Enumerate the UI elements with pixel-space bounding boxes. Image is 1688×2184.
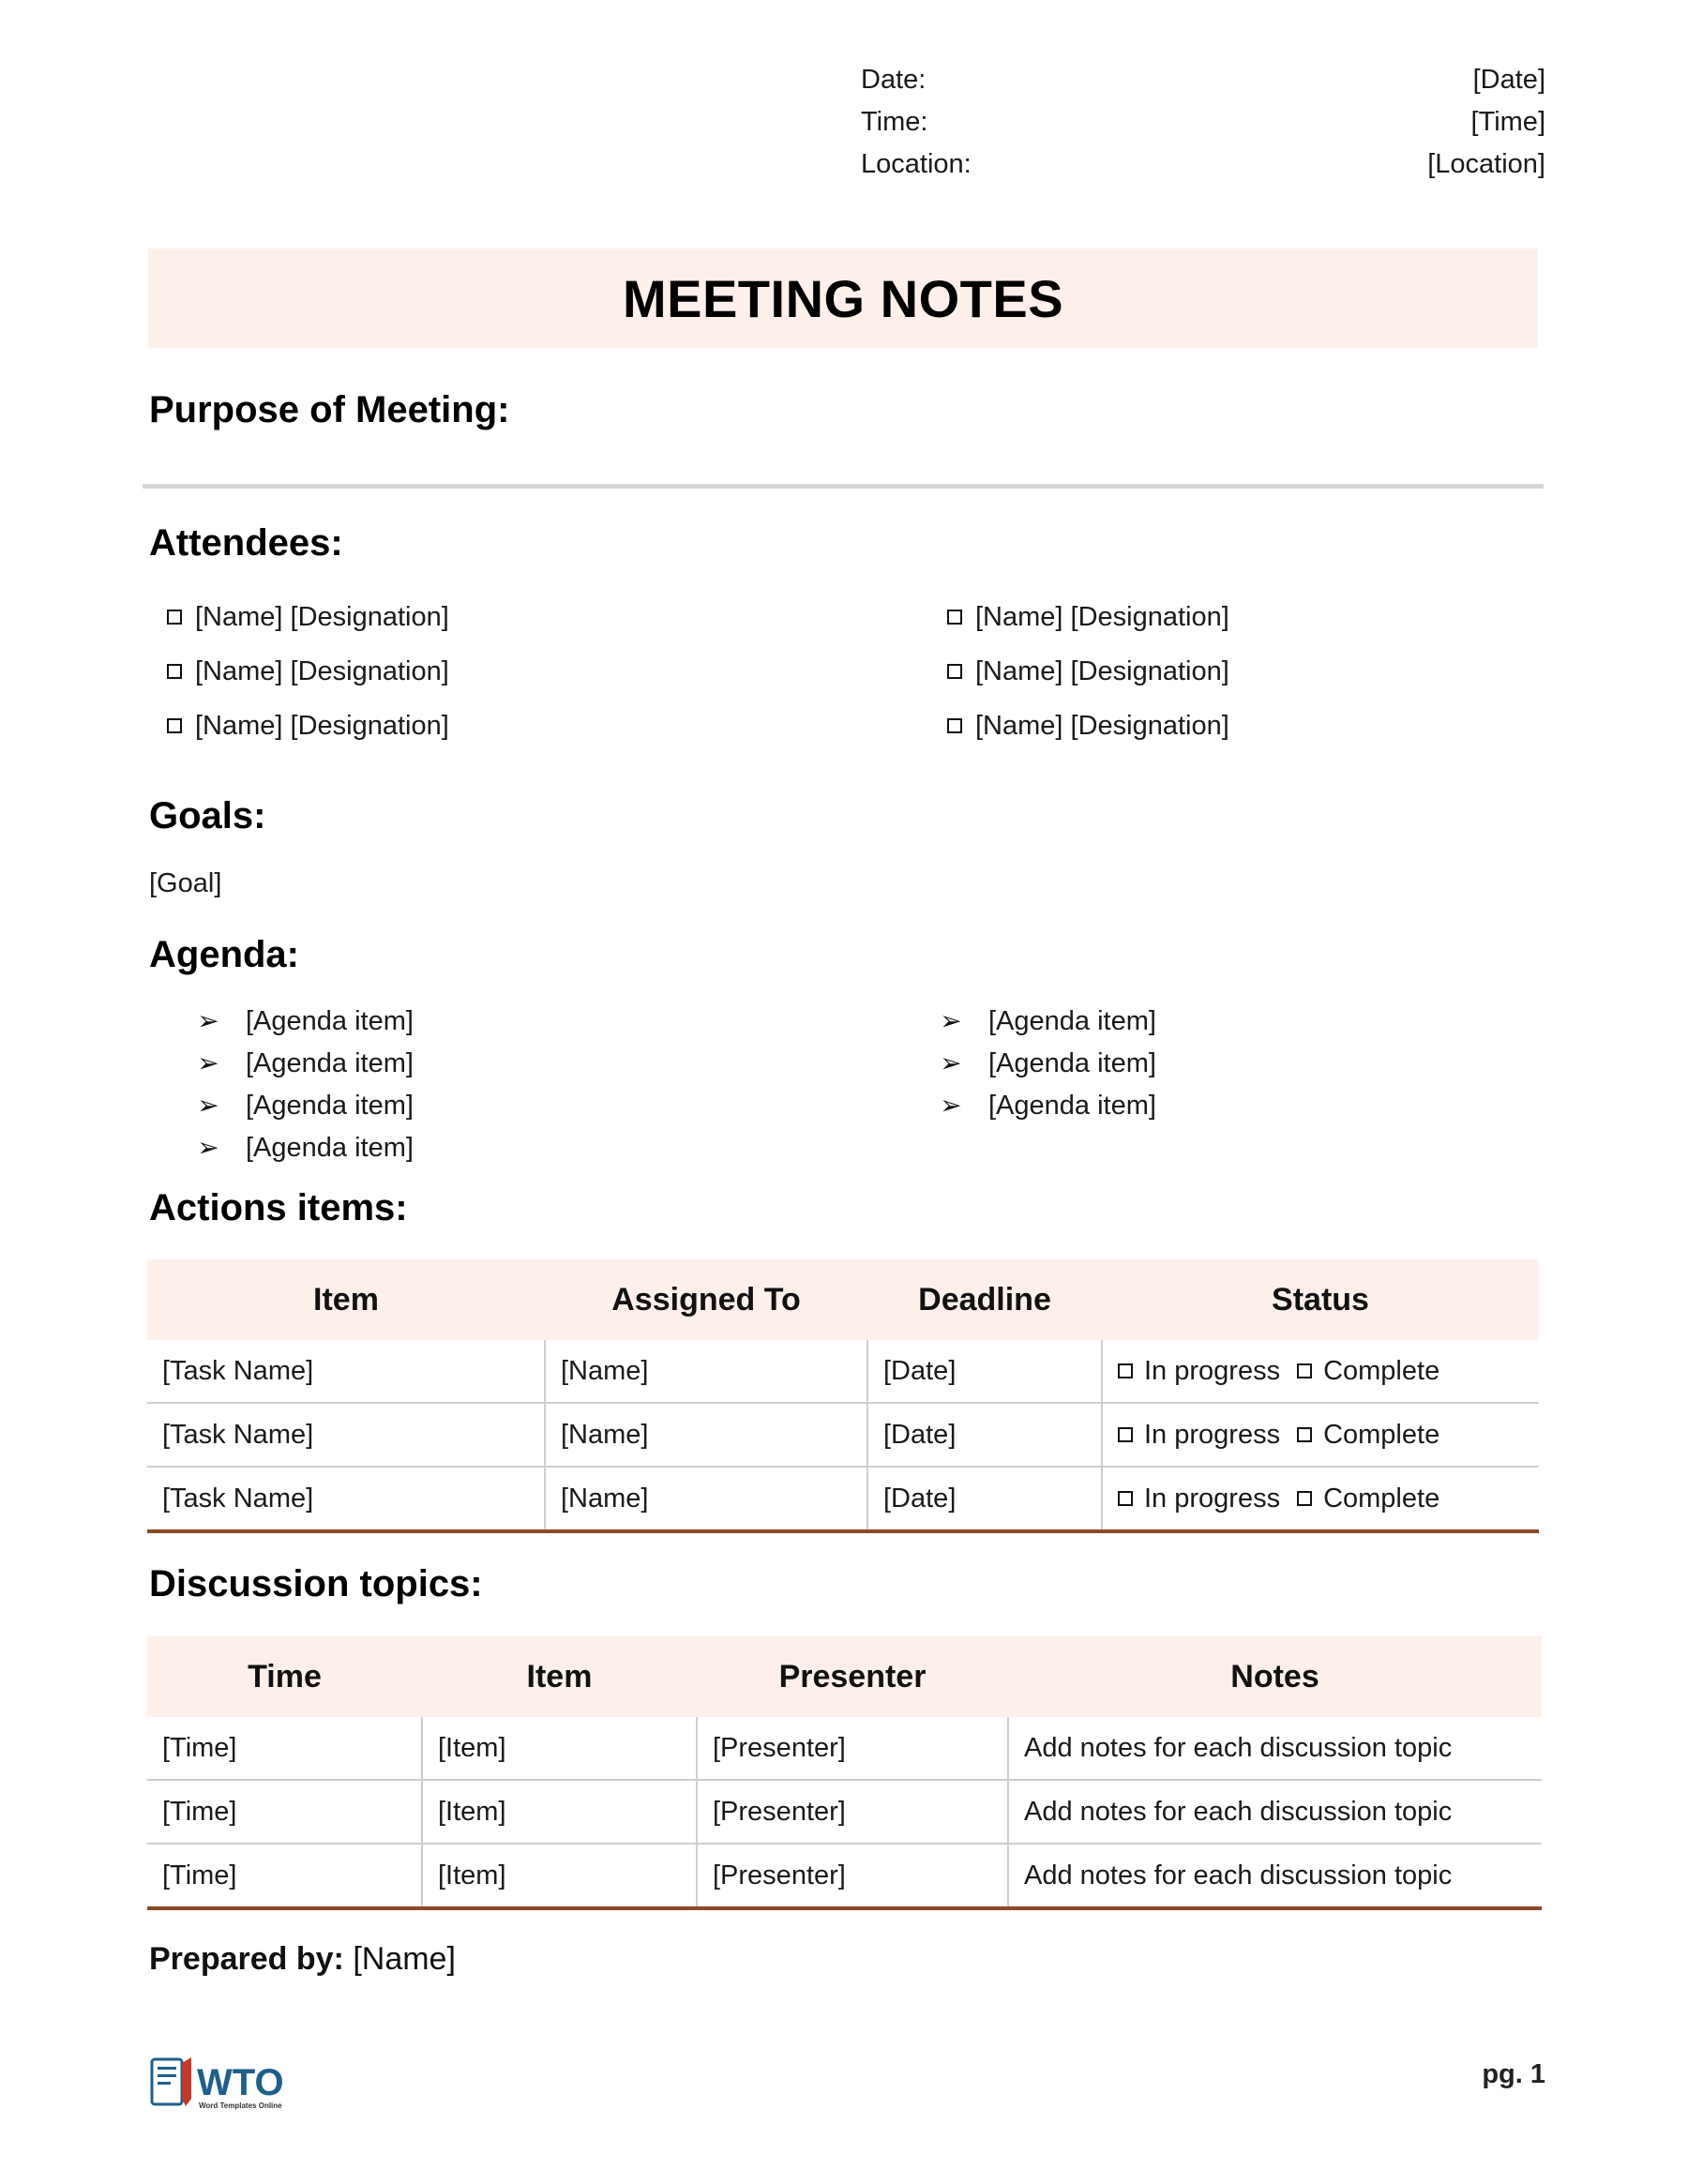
table-row <box>147 1403 1539 1467</box>
status-option: Complete <box>1323 1483 1440 1514</box>
checkbox-icon[interactable] <box>1297 1363 1312 1378</box>
presenter-cell: [Presenter] <box>697 1844 1008 1908</box>
checkbox-icon[interactable] <box>947 610 962 625</box>
attendee-item[interactable]: [Name] [Designation] <box>947 707 1229 745</box>
checkbox-icon[interactable] <box>1118 1491 1133 1506</box>
status-option: In progress <box>1144 1419 1281 1450</box>
checkbox-icon[interactable] <box>1118 1427 1133 1442</box>
arrow-bullet-icon: ➢ <box>197 1048 219 1077</box>
status-option: Complete <box>1323 1355 1440 1386</box>
table-row <box>147 1717 1542 1780</box>
checkbox-icon[interactable] <box>1297 1427 1312 1442</box>
status-option: In progress <box>1144 1483 1281 1514</box>
status-option: In progress <box>1144 1355 1281 1386</box>
agenda-item: ➢ [Agenda item] <box>938 1002 1156 1040</box>
attendee-item[interactable]: [Name] [Designation] <box>947 598 1229 636</box>
arrow-bullet-icon: ➢ <box>940 1006 962 1035</box>
time-cell: [Time] <box>147 1780 422 1844</box>
item-cell: [Item] <box>422 1780 697 1844</box>
notes-cell: Add notes for each discussion topic <box>1008 1844 1542 1908</box>
agenda-item: ➢ [Agenda item] <box>195 1045 414 1082</box>
notes-cell: Add notes for each discussion topic <box>1008 1717 1542 1780</box>
deadline-cell: [Date] <box>867 1467 1102 1531</box>
attendee-item[interactable]: [Name] [Designation] <box>167 598 449 636</box>
col-header: Assigned To <box>545 1259 867 1340</box>
checkbox-icon[interactable] <box>1297 1491 1312 1506</box>
col-header: Presenter <box>697 1636 1008 1717</box>
status-option: Complete <box>1323 1419 1440 1450</box>
goal-text: [Goal] <box>149 868 222 898</box>
table-header-row <box>147 1259 1539 1340</box>
time-cell: [Time] <box>147 1717 422 1780</box>
agenda-heading: Agenda: <box>149 934 299 975</box>
logo-text: WTO <box>197 2062 284 2103</box>
attendees-heading: Attendees: <box>149 522 343 564</box>
date-label: Date: <box>861 65 927 95</box>
arrow-bullet-icon: ➢ <box>940 1091 962 1120</box>
checkbox-icon[interactable] <box>947 664 962 679</box>
checkbox-icon[interactable] <box>167 718 182 733</box>
table-row <box>147 1340 1539 1403</box>
status-cell <box>1102 1340 1539 1403</box>
location-label: Location: <box>861 149 972 179</box>
table-row <box>147 1467 1539 1531</box>
task-cell: [Task Name] <box>147 1403 545 1467</box>
col-header: Notes <box>1008 1636 1542 1717</box>
checkbox-icon[interactable] <box>167 610 182 625</box>
discussion-heading: Discussion topics: <box>149 1563 483 1604</box>
time-label: Time: <box>861 107 928 137</box>
prepared-by <box>149 1938 456 1980</box>
agenda-item: ➢ [Agenda item] <box>938 1087 1156 1124</box>
deadline-cell: [Date] <box>867 1403 1102 1467</box>
meta-time-row <box>0 101 1688 143</box>
wto-logo <box>150 2054 328 2112</box>
discussion-table <box>147 1636 1542 1910</box>
meta-location-row <box>0 143 1688 185</box>
meta-date-row <box>0 59 1688 100</box>
arrow-bullet-icon: ➢ <box>940 1048 962 1077</box>
col-header: Item <box>147 1259 545 1340</box>
checkbox-icon[interactable] <box>1118 1363 1133 1378</box>
logo-subtext: Word Templates Online <box>199 2101 282 2110</box>
title-band <box>148 249 1538 348</box>
attendee-item[interactable]: [Name] [Designation] <box>167 707 449 745</box>
arrow-bullet-icon: ➢ <box>197 1091 219 1120</box>
table-row <box>147 1844 1542 1908</box>
checkbox-icon[interactable] <box>167 664 182 679</box>
goals-heading: Goals: <box>149 795 266 836</box>
prepared-by-label: Prepared by: <box>149 1941 344 1977</box>
assigned-cell: [Name] <box>545 1403 867 1467</box>
arrow-bullet-icon: ➢ <box>197 1006 219 1035</box>
status-cell <box>1102 1467 1539 1531</box>
item-cell: [Item] <box>422 1717 697 1780</box>
task-cell: [Task Name] <box>147 1467 545 1531</box>
prepared-by-name: [Name] <box>353 1941 456 1977</box>
col-header: Status <box>1102 1259 1539 1340</box>
table-row <box>147 1780 1542 1844</box>
assigned-cell: [Name] <box>545 1340 867 1403</box>
col-header: Time <box>147 1636 422 1717</box>
col-header: Item <box>422 1636 697 1717</box>
presenter-cell: [Presenter] <box>697 1780 1008 1844</box>
actions-table <box>147 1259 1539 1533</box>
purpose-divider <box>143 484 1544 489</box>
agenda-item: ➢ [Agenda item] <box>195 1002 414 1040</box>
col-header: Deadline <box>867 1259 1102 1340</box>
table-header-row <box>147 1636 1542 1717</box>
purpose-heading: Purpose of Meeting: <box>149 389 510 430</box>
item-cell: [Item] <box>422 1844 697 1908</box>
time-value: [Time] <box>1470 107 1545 137</box>
agenda-item: ➢ [Agenda item] <box>195 1129 414 1167</box>
status-cell <box>1102 1403 1539 1467</box>
agenda-item: ➢ [Agenda item] <box>938 1045 1156 1082</box>
arrow-bullet-icon: ➢ <box>197 1133 219 1162</box>
task-cell: [Task Name] <box>147 1340 545 1403</box>
page-number: pg. 1 <box>1482 2059 1545 2089</box>
agenda-item: ➢ [Agenda item] <box>195 1087 414 1124</box>
attendee-item[interactable]: [Name] [Designation] <box>167 653 449 690</box>
presenter-cell: [Presenter] <box>697 1717 1008 1780</box>
date-value: [Date] <box>1472 65 1545 95</box>
attendee-item[interactable]: [Name] [Designation] <box>947 653 1229 690</box>
time-cell: [Time] <box>147 1844 422 1908</box>
checkbox-icon[interactable] <box>947 718 962 733</box>
assigned-cell: [Name] <box>545 1467 867 1531</box>
notes-cell: Add notes for each discussion topic <box>1008 1780 1542 1844</box>
logo-pen-icon <box>182 2057 191 2106</box>
actions-heading: Actions items: <box>149 1187 408 1228</box>
deadline-cell: [Date] <box>867 1340 1102 1403</box>
location-value: [Location] <box>1427 149 1545 179</box>
page-title: MEETING NOTES <box>622 268 1064 328</box>
